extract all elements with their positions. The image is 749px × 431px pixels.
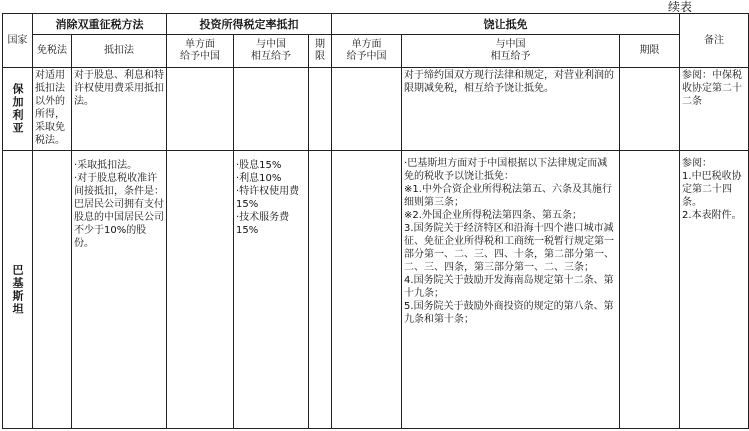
- header-mutual: 与中国 相互给予: [234, 35, 309, 68]
- tax-unilateral-cell: [167, 151, 234, 429]
- relief-mutual-cell: ·巴基斯坦方面对于中国根据以下法律规定而减免的税收予以饶让抵免： ※1.中外合资企业所得税法第五、六条及其施行细则第三条； ※2.外国企业所得税法第四条、第五条； 3.国务院关于经济特区和沿海十四个港口城市减征、免征企业所得税和工商统一税暂行规定第一部分第一、二、三、四、十条，第二部分第一、二、三、四条，第三部分第一、二、三条； 4.国务院关于鼓励开发海南岛规定第十二条、第十九条； 5.国务院关于鼓励外商投资的规定的第八条、第九条和第十条；: [402, 151, 620, 429]
- header-relief-mutual: 与中国 相互给予: [402, 35, 620, 68]
- tax-mutual-cell: [234, 68, 309, 151]
- header-tax-sparing: 投资所得税定率抵扣: [167, 14, 332, 35]
- tax-unilateral-cell: [167, 68, 234, 151]
- table-row: [3, 68, 749, 151]
- remarks-cell: 参阅： 1.中巴税收协定第二十四条。 2.本表附件。: [680, 151, 749, 429]
- continued-label: 续表: [667, 0, 692, 14]
- tax-treaty-table: [2, 13, 749, 429]
- header-exempt: 免税法: [33, 35, 72, 68]
- exempt-cell: 对适用抵扣法以外的所得，采取免税法。: [33, 68, 72, 151]
- header-country: 国家: [3, 14, 33, 68]
- header-term: 期 限: [309, 35, 332, 68]
- relief-term-cell: [620, 151, 680, 429]
- credit-cell: ·采取抵扣法。 ·对于股息税收准许间接抵扣，条件是：巴居民公司拥有支付股息的中国居民公司不少于10%的股份。: [72, 151, 167, 429]
- header-relief-unilateral: 单方面 给予中国: [332, 35, 402, 68]
- header-elim-method: 消除双重征税方法: [33, 14, 167, 35]
- tax-term-cell: [309, 151, 332, 429]
- header-relief-term: 期限: [620, 35, 680, 68]
- tax-mutual-cell: ·股息15% ·利息10% ·特许权使用费15% ·技术服务费15%: [234, 151, 309, 429]
- country-cell: 保加利亚: [3, 68, 33, 151]
- header-unilateral: 单方面 给予中国: [167, 35, 234, 68]
- remarks-cell: 参阅：中保税收协定第二十二条: [680, 68, 749, 151]
- relief-unilateral-cell: [332, 151, 402, 429]
- relief-unilateral-cell: [332, 68, 402, 151]
- credit-cell: 对于股息、利息和特许权使用费采用抵扣法。: [72, 68, 167, 151]
- country-cell: 巴基斯坦: [3, 151, 33, 429]
- relief-mutual-cell: 对于缔约国双方现行法律和规定，对营业利润的限期减免税，相互给予饶让抵免。: [402, 68, 620, 151]
- table-row: [3, 151, 749, 429]
- exempt-cell: [33, 151, 72, 429]
- header-remarks: 备注: [680, 14, 749, 68]
- header-relief: 饶让抵免: [332, 14, 680, 35]
- tax-term-cell: [309, 68, 332, 151]
- relief-term-cell: [620, 68, 680, 151]
- header-credit: 抵扣法: [72, 35, 167, 68]
